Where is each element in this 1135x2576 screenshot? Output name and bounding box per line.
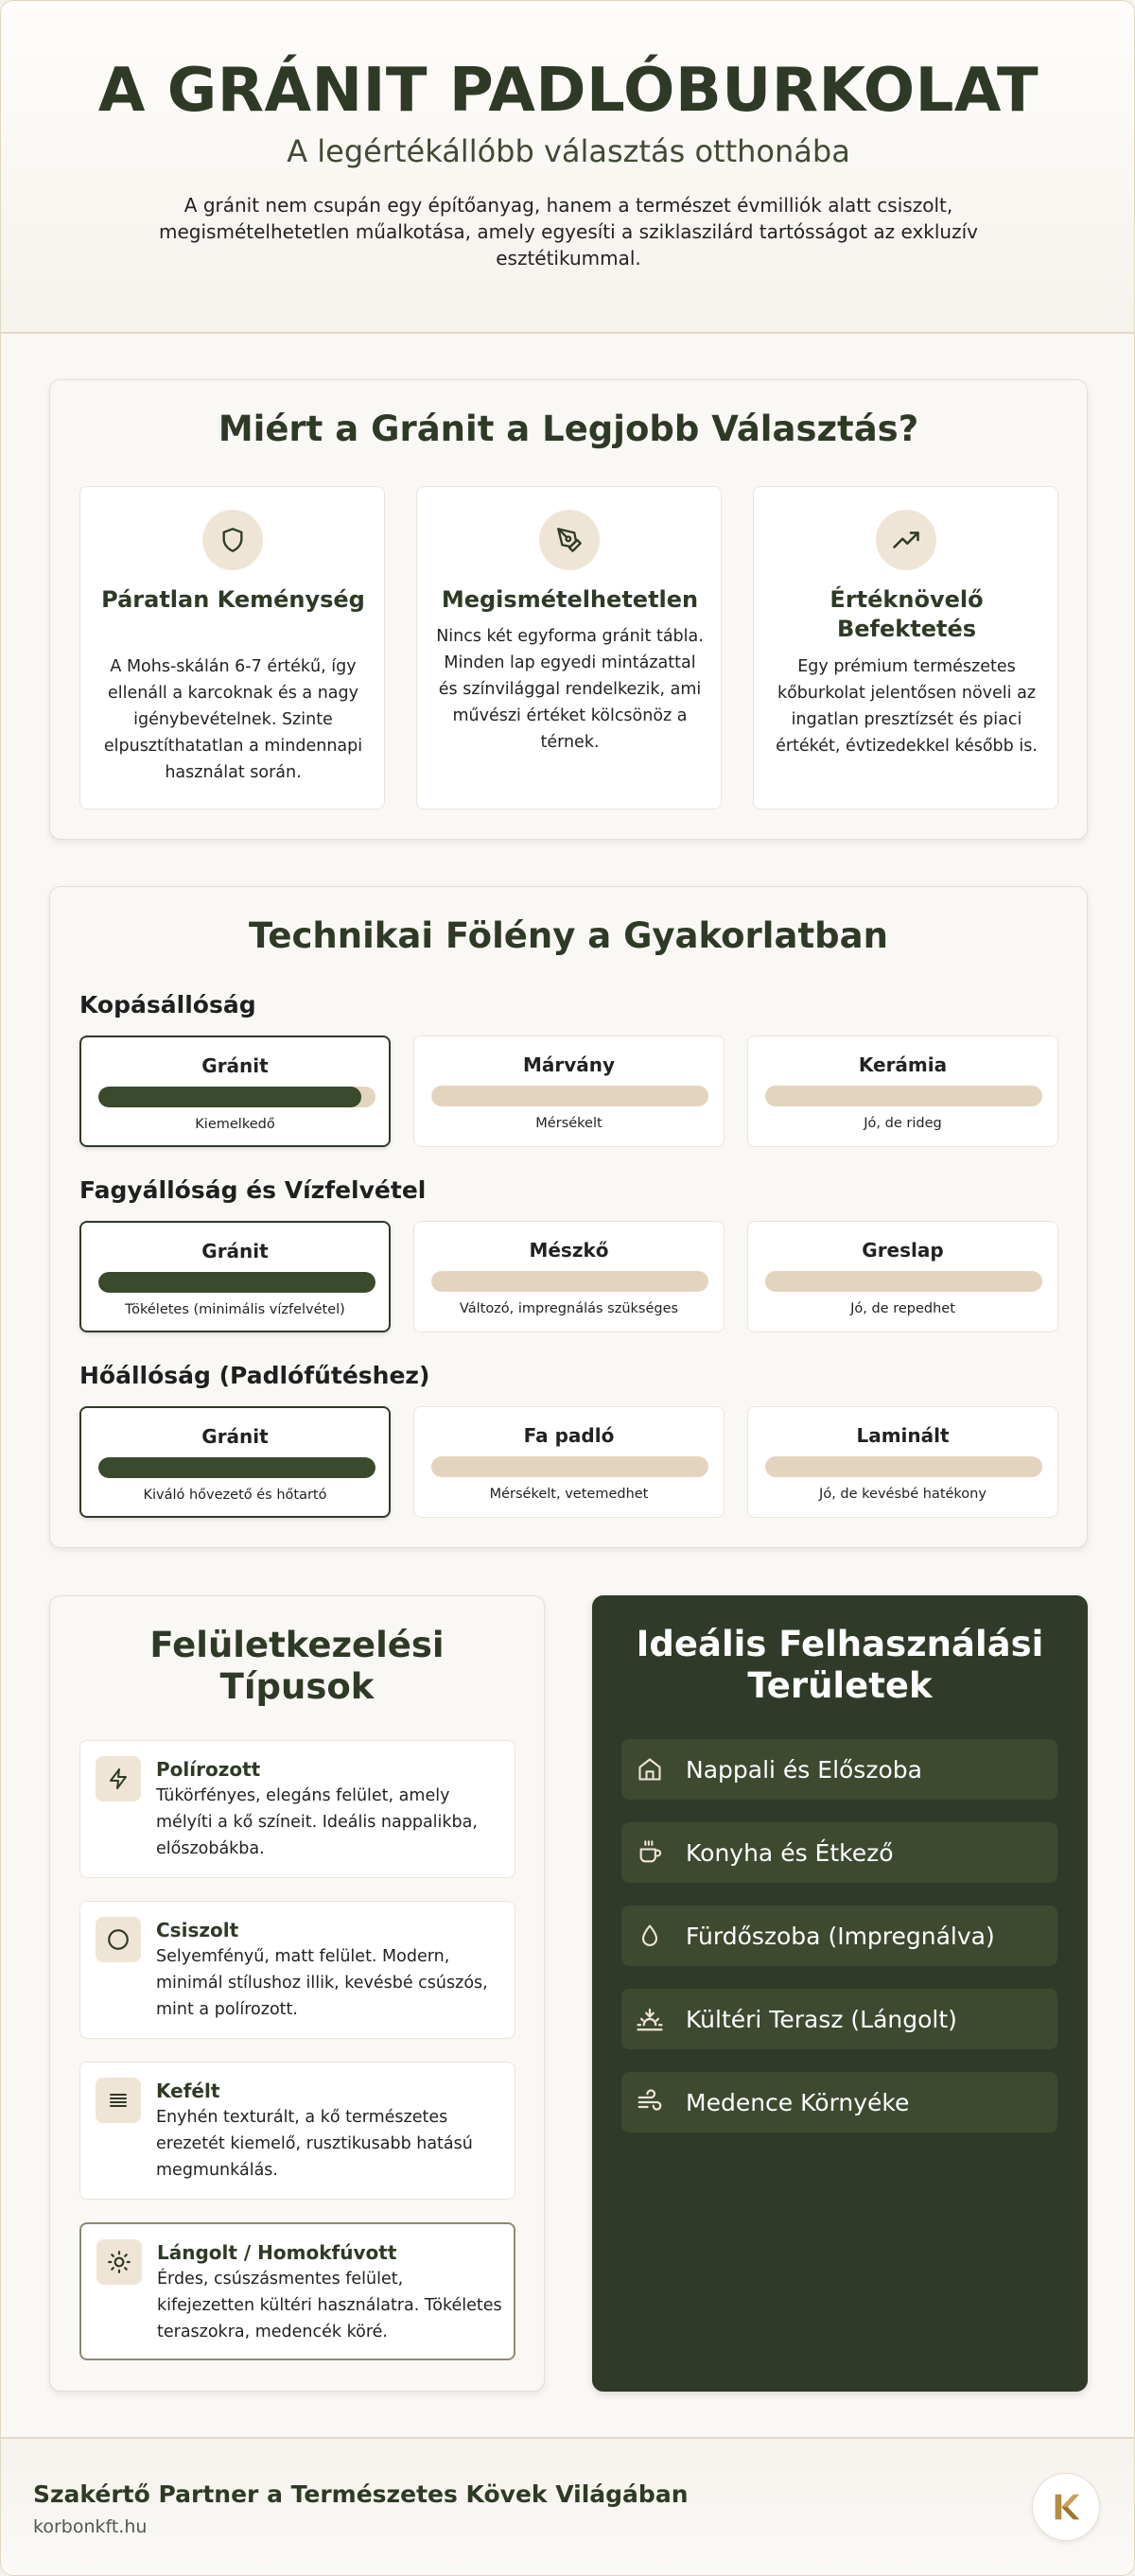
area-pool [621,2072,1057,2132]
area-terrace [621,1989,1057,2049]
rating-desc: Mérsékelt, vetemedhet [489,1487,649,1502]
area-label: Fürdőszoba (Impregnálva) [686,1923,995,1950]
rating-bar [431,1456,708,1477]
group-label-frost: Fagyállóság és Vízfelvétel [79,1176,427,1204]
material-name: Greslap [862,1239,944,1262]
zap-icon [96,1756,141,1801]
rating-desc: Kiemelkedő [195,1117,275,1132]
rating-desc: Tökéletes (minimális vízfelvétel) [125,1302,345,1317]
finish-polished [79,1740,515,1878]
footer-url[interactable]: korbonkft.hu [33,2516,148,2537]
rating-desc: Jó, de rideg [864,1116,942,1131]
feature-unique [416,486,722,809]
finish-title: Lángolt / Homokfúvott [157,2241,397,2264]
compare-card-laminate [747,1406,1058,1518]
finish-flamed [79,2222,515,2360]
feature-title: Értéknövelő Befektetés [829,586,984,642]
material-name: Mészkő [529,1239,609,1262]
surface-section [49,1595,545,2392]
wind-icon [635,2087,665,2117]
finish-brushed [79,2062,515,2200]
coffee-icon [635,1837,665,1868]
circle-icon [96,1917,141,1962]
finish-title: Polírozott [156,1758,261,1781]
compare-card-marble [413,1036,725,1147]
page-subtitle: A legértékállóbb választás otthonába [287,133,850,169]
material-name: Gránit [201,1054,269,1077]
finish-title: Csiszolt [156,1919,239,1941]
footer [1,2437,1135,2576]
rating-bar [98,1272,375,1293]
tech-section [49,886,1088,1548]
area-bathroom [621,1906,1057,1966]
feature-title: Páratlan Keménység [101,586,365,613]
compare-card-limestone [413,1221,725,1332]
rating-bar [765,1086,1042,1106]
material-name: Laminált [856,1424,950,1447]
sun-icon [96,2239,142,2285]
rating-bar [765,1271,1042,1292]
finish-text: Tükörfényes, elegáns felület, amely mélyíti a kő színeit. Ideális nappalikba, előszobákba. [156,1786,478,1858]
areas-title: Ideális Felhasználási Területek [636,1624,1044,1706]
home-icon [635,1754,665,1784]
group-label-heat: Hőállóság (Padlófűtéshez) [79,1362,430,1389]
compare-card-ceramic [747,1036,1058,1147]
pen-tool-icon [539,510,600,570]
rating-bar [98,1087,375,1107]
rating-bar [765,1456,1042,1477]
rating-desc: Kiváló hővezető és hőtartó [143,1488,327,1503]
material-name: Márvány [522,1053,616,1076]
feature-investment [753,486,1058,809]
page-title: A GRÁNIT PADLÓBURKOLAT [97,56,1039,126]
rating-bar [431,1271,708,1292]
k-logo-icon[interactable] [1032,2473,1100,2541]
header [1,1,1135,334]
rating-desc: Mérsékelt [535,1116,602,1131]
finish-title: Kefélt [156,2080,220,2102]
compare-card-porcelain [747,1221,1058,1332]
group-label-abrasion: Kopásállóság [79,991,256,1018]
droplet-icon [635,1921,665,1951]
sunset-icon [635,2004,665,2034]
lines-icon [96,2078,141,2123]
area-label: Nappali és Előszoba [686,1756,922,1784]
rating-bar [431,1086,708,1106]
rating-fill [98,1087,361,1107]
area-label: Medence Környéke [686,2089,910,2116]
why-section [49,379,1088,840]
rating-desc: Jó, de kevésbé hatékony [819,1487,987,1502]
why-title: Miért a Gránit a Legjobb Választás? [218,409,919,449]
rating-fill [98,1272,375,1293]
compare-card-granite-abrasion [79,1036,391,1147]
shield-icon [202,510,263,570]
rating-desc: Változó, impregnálás szükséges [459,1301,679,1316]
rating-fill [98,1457,375,1478]
area-kitchen [621,1822,1057,1883]
material-name: Gránit [201,1240,269,1262]
compare-card-wood [413,1406,725,1518]
surface-title: Felületkezelési Típusok [149,1625,445,1707]
trending-up-icon [876,510,936,570]
area-living-room [621,1739,1057,1800]
feature-text: Nincs két egyforma gránit tábla. Minden lap egyedi mintázattal és színvilággal rendelkezik, ami művészi értéket kölcsönöz a térnek. [436,627,704,752]
finish-text: Enyhén texturált, a kő természetes erezetét kiemelő, rusztikusabb hatású megmunkálás. [156,2108,473,2180]
finish-honed [79,1901,515,2039]
compare-card-granite-heat [79,1406,391,1518]
rating-desc: Jó, de repedhet [850,1301,955,1316]
areas-section [592,1595,1088,2392]
area-label: Kültéri Terasz (Lángolt) [686,2006,957,2033]
rating-bar [98,1457,375,1478]
tech-title: Technikai Fölény a Gyakorlatban [249,915,888,956]
material-name: Fa padló [523,1424,615,1447]
finish-text: Érdes, csúszásmentes felület, kifejezetten kültéri használatra. Tökéletes teraszokra, medencék köré. [157,2270,502,2341]
feature-title: Megismételhetetlen [441,586,699,613]
material-name: Gránit [201,1425,269,1448]
feature-text: A Mohs-skálán 6-7 értékű, így ellenáll a karcoknak és a nagy igénybevételnek. Szinte elpusztíthatatlan a mindennapi használat során. [103,657,363,782]
feature-text: Egy prémium természetes kőburkolat jelentősen növeli az ingatlan presztízsét és piaci értékét, évtizedekkel később is. [776,657,1038,756]
material-name: Kerámia [858,1053,948,1076]
intro-text: A gránit nem csupán egy építőanyag, hanem a természet évmilliók alatt csiszolt, megismételhetetlen műalkotása, amely egyesíti a sziklaszilárd tartósságot az exkluzív esztétikummal. [159,194,978,270]
footer-title: Szakértő Partner a Természetes Kövek Világában [33,2480,689,2508]
finish-text: Selyemfényű, matt felület. Modern, minimál stílushoz illik, kevésbé csúszós, mint a polírozott. [156,1947,488,2019]
compare-card-granite-frost [79,1221,391,1332]
feature-hardness [79,486,385,809]
area-label: Konyha és Étkező [686,1839,894,1867]
